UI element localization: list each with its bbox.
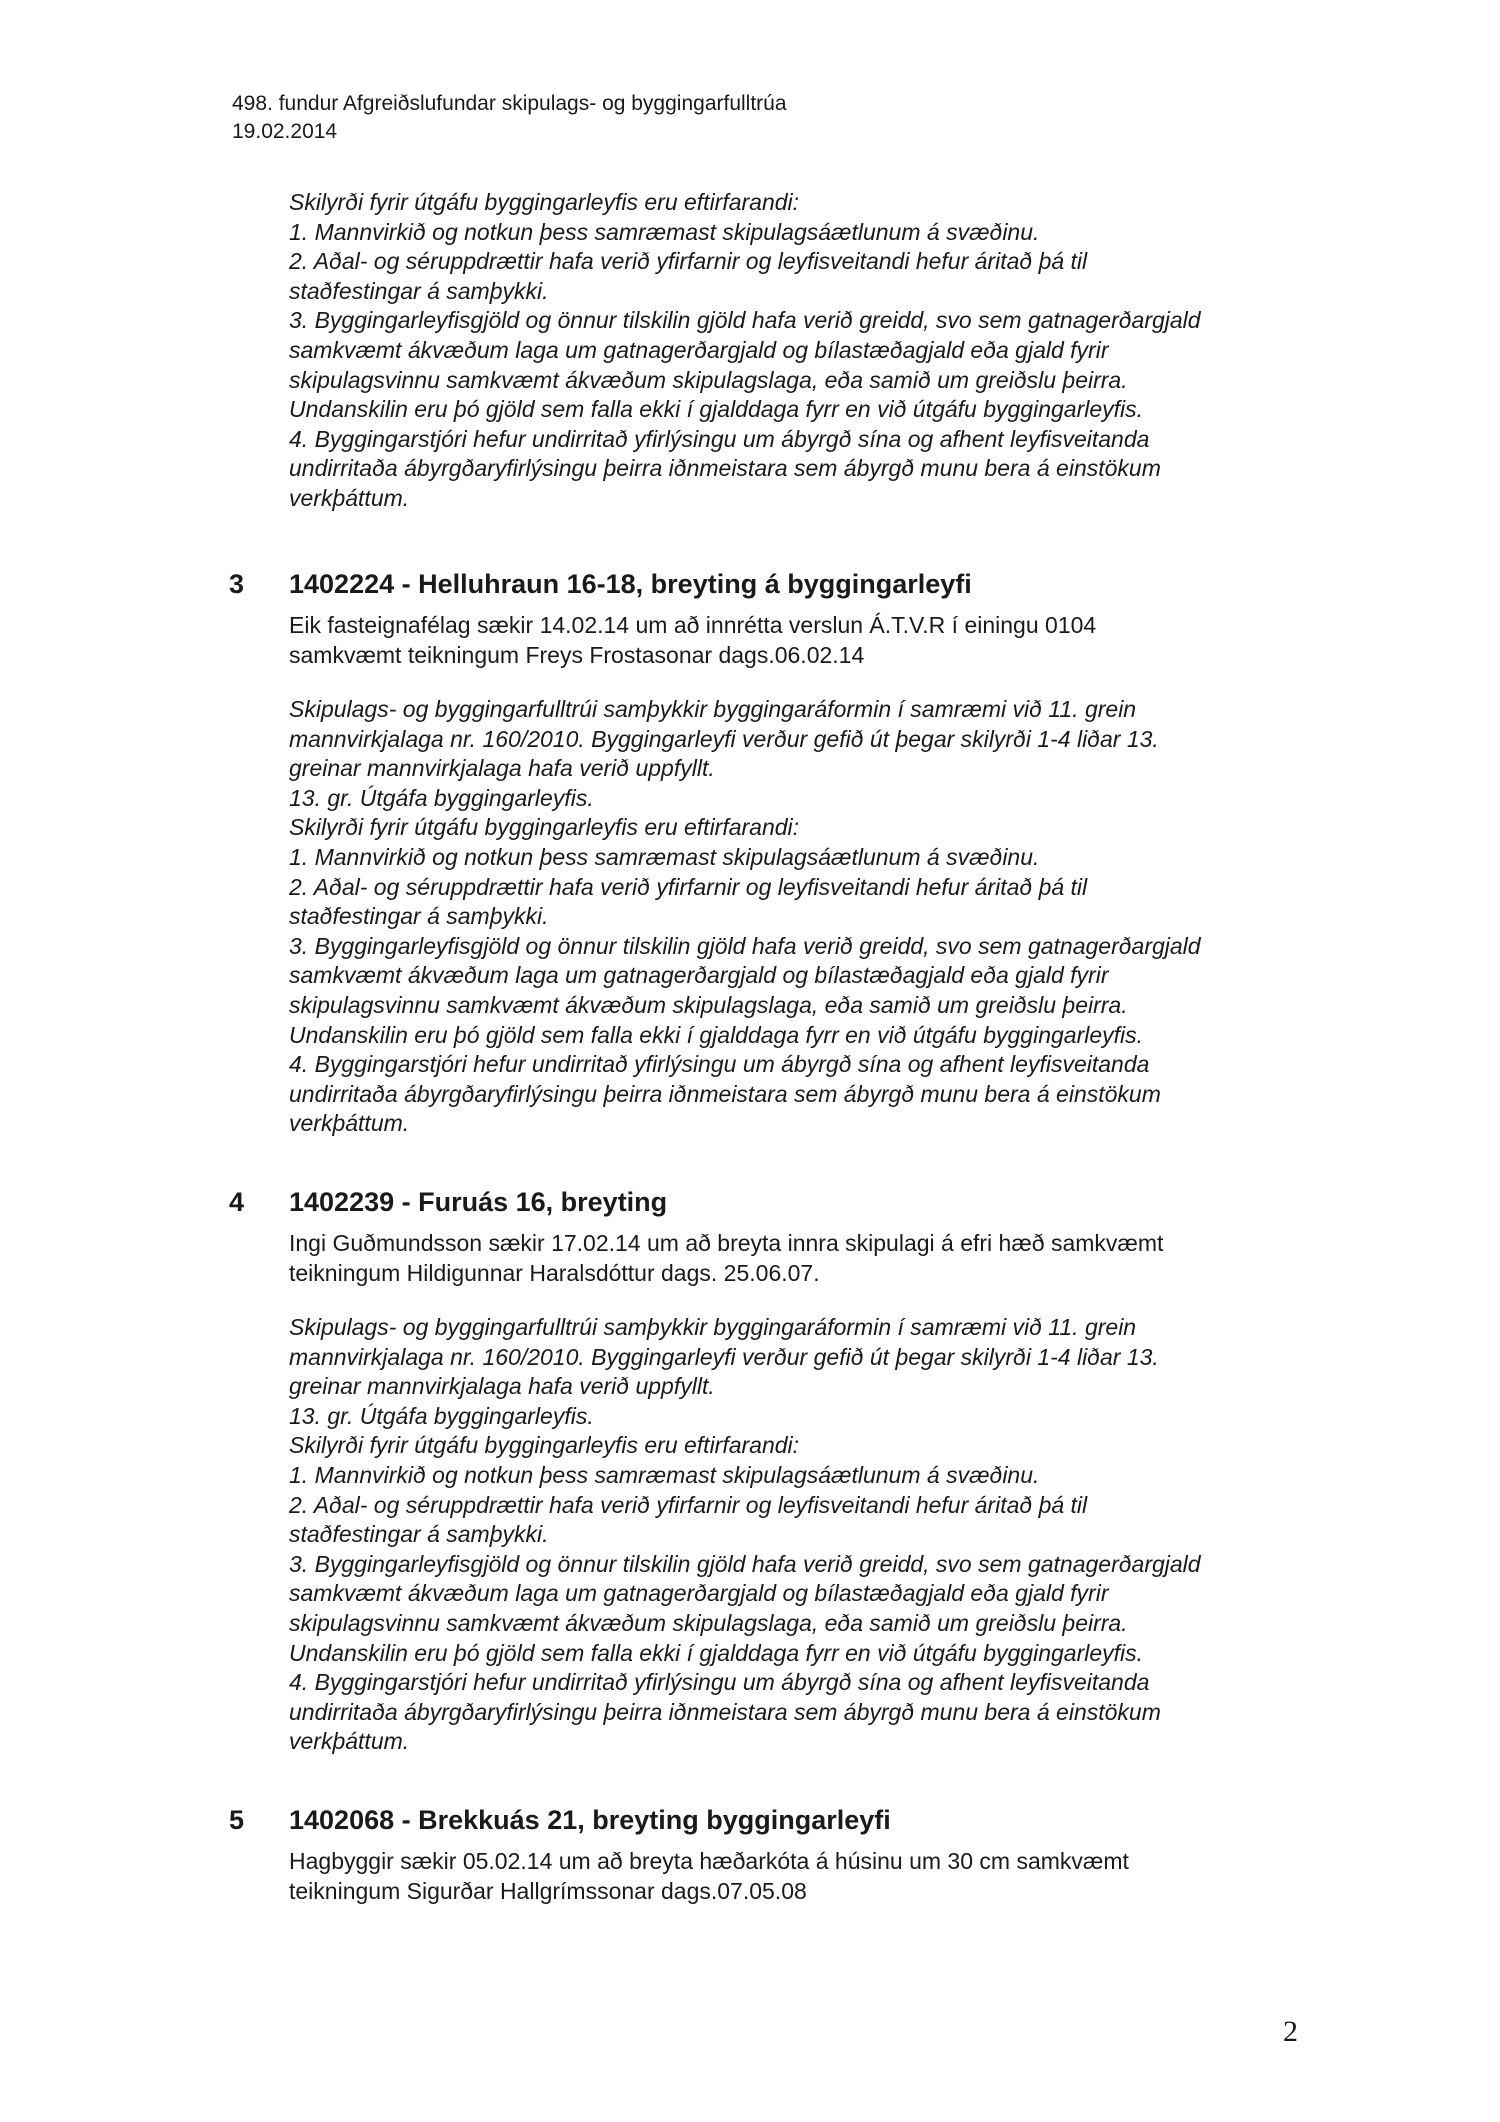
text-line: verkþáttum. — [289, 1728, 410, 1755]
text-line: staðfestingar á samþykki. — [289, 1521, 549, 1548]
previous-case-conditions — [289, 188, 1201, 514]
case-number: 5 — [229, 1805, 245, 1835]
text-line: skipulagsvinnu samkvæmt ákvæðum skipulagslaga, eða samið um greiðslu þeirra. — [289, 366, 1128, 393]
text-line: Hagbyggir sækir 05.02.14 um að breyta hæðarkóta á húsinu um 30 cm samkvæmt — [289, 1848, 1129, 1874]
case-heading — [229, 1803, 891, 1837]
text-line: 4. Byggingarstjóri hefur undirritað yfirlýsingu um ábyrgð sína og afhent leyfisveitanda — [289, 1051, 1150, 1078]
text-line: Undanskilin eru þó gjöld sem falla ekki í gjalddaga fyrr en við útgáfu byggingarleyfis. — [289, 1639, 1144, 1666]
case-description — [289, 1229, 1163, 1288]
text-line: samkvæmt teikningum Freys Frostasonar dags.06.02.14 — [289, 641, 865, 668]
case-heading — [229, 567, 972, 601]
text-line: 13. gr. Útgáfa byggingarleyfis. — [289, 784, 594, 811]
document-header — [232, 90, 787, 146]
text-line: greinar mannvirkjalaga hafa verið uppfyllt. — [289, 755, 715, 782]
text-line: verkþáttum. — [289, 484, 410, 511]
text-line: 1. Mannvirkið og notkun þess samræmast skipulagsáætlunum á svæðinu. — [289, 218, 1040, 245]
case-number: 4 — [229, 1187, 245, 1217]
text-line: samkvæmt ákvæðum laga um gatnagerðargjald og bílastæðagjald eða gjald fyrir — [289, 336, 1109, 363]
text-line: 4. Byggingarstjóri hefur undirritað yfirlýsingu um ábyrgð sína og afhent leyfisveitanda — [289, 1669, 1150, 1696]
text-line: Skipulags- og byggingarfulltrúi samþykkir byggingaráformin í samræmi við 11. grein — [289, 1314, 1137, 1340]
text-line: Undanskilin eru þó gjöld sem falla ekki í gjalddaga fyrr en við útgáfu byggingarleyfis. — [289, 396, 1144, 423]
text-line: greinar mannvirkjalaga hafa verið uppfyllt. — [289, 1373, 715, 1400]
case-description — [289, 1847, 1129, 1906]
text-line: teikningum Hildigunnar Haralsdóttur dags. 25.06.07. — [289, 1259, 820, 1286]
text-line: 4. Byggingarstjóri hefur undirritað yfirlýsingu um ábyrgð sína og afhent leyfisveitanda — [289, 425, 1150, 452]
text-line: 2. Aðal- og séruppdrættir hafa verið yfirfarnir og leyfisveitandi hefur áritað þá til — [289, 873, 1088, 900]
text-line: Skipulags- og byggingarfulltrúi samþykkir byggingaráformin í samræmi við 11. grein — [289, 696, 1137, 722]
text-line: Ingi Guðmundsson sækir 17.02.14 um að breyta innra skipulagi á efri hæð samkvæmt — [289, 1230, 1164, 1256]
case-title: 1402239 - Furuás 16, breyting — [289, 1187, 668, 1217]
text-line: undirritaða ábyrgðaryfirlýsingu þeirra iðnmeistara sem ábyrgð munu bera á einstökum — [289, 1698, 1161, 1725]
case-title: 1402224 - Helluhraun 16-18, breyting á byggingarleyfi — [289, 569, 972, 599]
text-line: 2. Aðal- og séruppdrættir hafa verið yfirfarnir og leyfisveitandi hefur áritað þá til — [289, 248, 1088, 275]
text-line: 2. Aðal- og séruppdrættir hafa verið yfirfarnir og leyfisveitandi hefur áritað þá til — [289, 1491, 1088, 1518]
text-line: skipulagsvinnu samkvæmt ákvæðum skipulagslaga, eða samið um greiðslu þeirra. — [289, 1609, 1128, 1636]
text-line: 1. Mannvirkið og notkun þess samræmast skipulagsáætlunum á svæðinu. — [289, 843, 1040, 870]
case-number: 3 — [229, 569, 245, 599]
case-title: 1402068 - Brekkuás 21, breyting byggingarleyfi — [289, 1805, 891, 1835]
meeting-date: 19.02.2014 — [232, 120, 338, 143]
text-line: Undanskilin eru þó gjöld sem falla ekki í gjalddaga fyrr en við útgáfu byggingarleyfis. — [289, 1021, 1144, 1048]
meeting-title: 498. fundur Afgreiðslufundar skipulags- og byggingarfulltrúa — [232, 92, 787, 115]
case-decision — [289, 1313, 1201, 1757]
case-decision — [289, 695, 1201, 1139]
text-line: samkvæmt ákvæðum laga um gatnagerðargjald og bílastæðagjald eða gjald fyrir — [289, 1580, 1109, 1607]
text-line: mannvirkjalaga nr. 160/2010. Byggingarleyfi verður gefið út þegar skilyrði 1-4 liðar 13. — [289, 725, 1159, 752]
text-line: staðfestingar á samþykki. — [289, 277, 549, 304]
text-line: undirritaða ábyrgðaryfirlýsingu þeirra iðnmeistara sem ábyrgð munu bera á einstökum — [289, 455, 1161, 482]
case-description — [289, 611, 1096, 670]
text-line: mannvirkjalaga nr. 160/2010. Byggingarleyfi verður gefið út þegar skilyrði 1-4 liðar 13. — [289, 1343, 1159, 1370]
text-line: Skilyrði fyrir útgáfu byggingarleyfis eru eftirfarandi: — [289, 1432, 800, 1459]
text-line: 13. gr. Útgáfa byggingarleyfis. — [289, 1402, 594, 1429]
text-line: Skilyrði fyrir útgáfu byggingarleyfis eru eftirfarandi: — [289, 814, 800, 841]
text-line: 3. Byggingarleyfisgjöld og önnur tilskilin gjöld hafa verið greidd, svo sem gatnagerðargjald — [289, 307, 1201, 334]
text-line: 3. Byggingarleyfisgjöld og önnur tilskilin gjöld hafa verið greidd, svo sem gatnagerðargjald — [289, 932, 1201, 959]
text-line: teikningum Sigurðar Hallgrímssonar dags.07.05.08 — [289, 1877, 807, 1904]
text-line: 3. Byggingarleyfisgjöld og önnur tilskilin gjöld hafa verið greidd, svo sem gatnagerðargjald — [289, 1550, 1201, 1577]
case-heading — [229, 1185, 667, 1219]
page-number: 2 — [1283, 2015, 1298, 2048]
text-line: samkvæmt ákvæðum laga um gatnagerðargjald og bílastæðagjald eða gjald fyrir — [289, 962, 1109, 989]
text-line: 1. Mannvirkið og notkun þess samræmast skipulagsáætlunum á svæðinu. — [289, 1461, 1040, 1488]
text-line: Skilyrði fyrir útgáfu byggingarleyfis eru eftirfarandi: — [289, 189, 800, 215]
text-line: skipulagsvinnu samkvæmt ákvæðum skipulagslaga, eða samið um greiðslu þeirra. — [289, 991, 1128, 1018]
text-line: Eik fasteignafélag sækir 14.02.14 um að innrétta verslun Á.T.V.R í einingu 0104 — [289, 612, 1097, 638]
text-line: verkþáttum. — [289, 1110, 410, 1137]
text-line: undirritaða ábyrgðaryfirlýsingu þeirra iðnmeistara sem ábyrgð munu bera á einstökum — [289, 1080, 1161, 1107]
text-line: staðfestingar á samþykki. — [289, 903, 549, 930]
